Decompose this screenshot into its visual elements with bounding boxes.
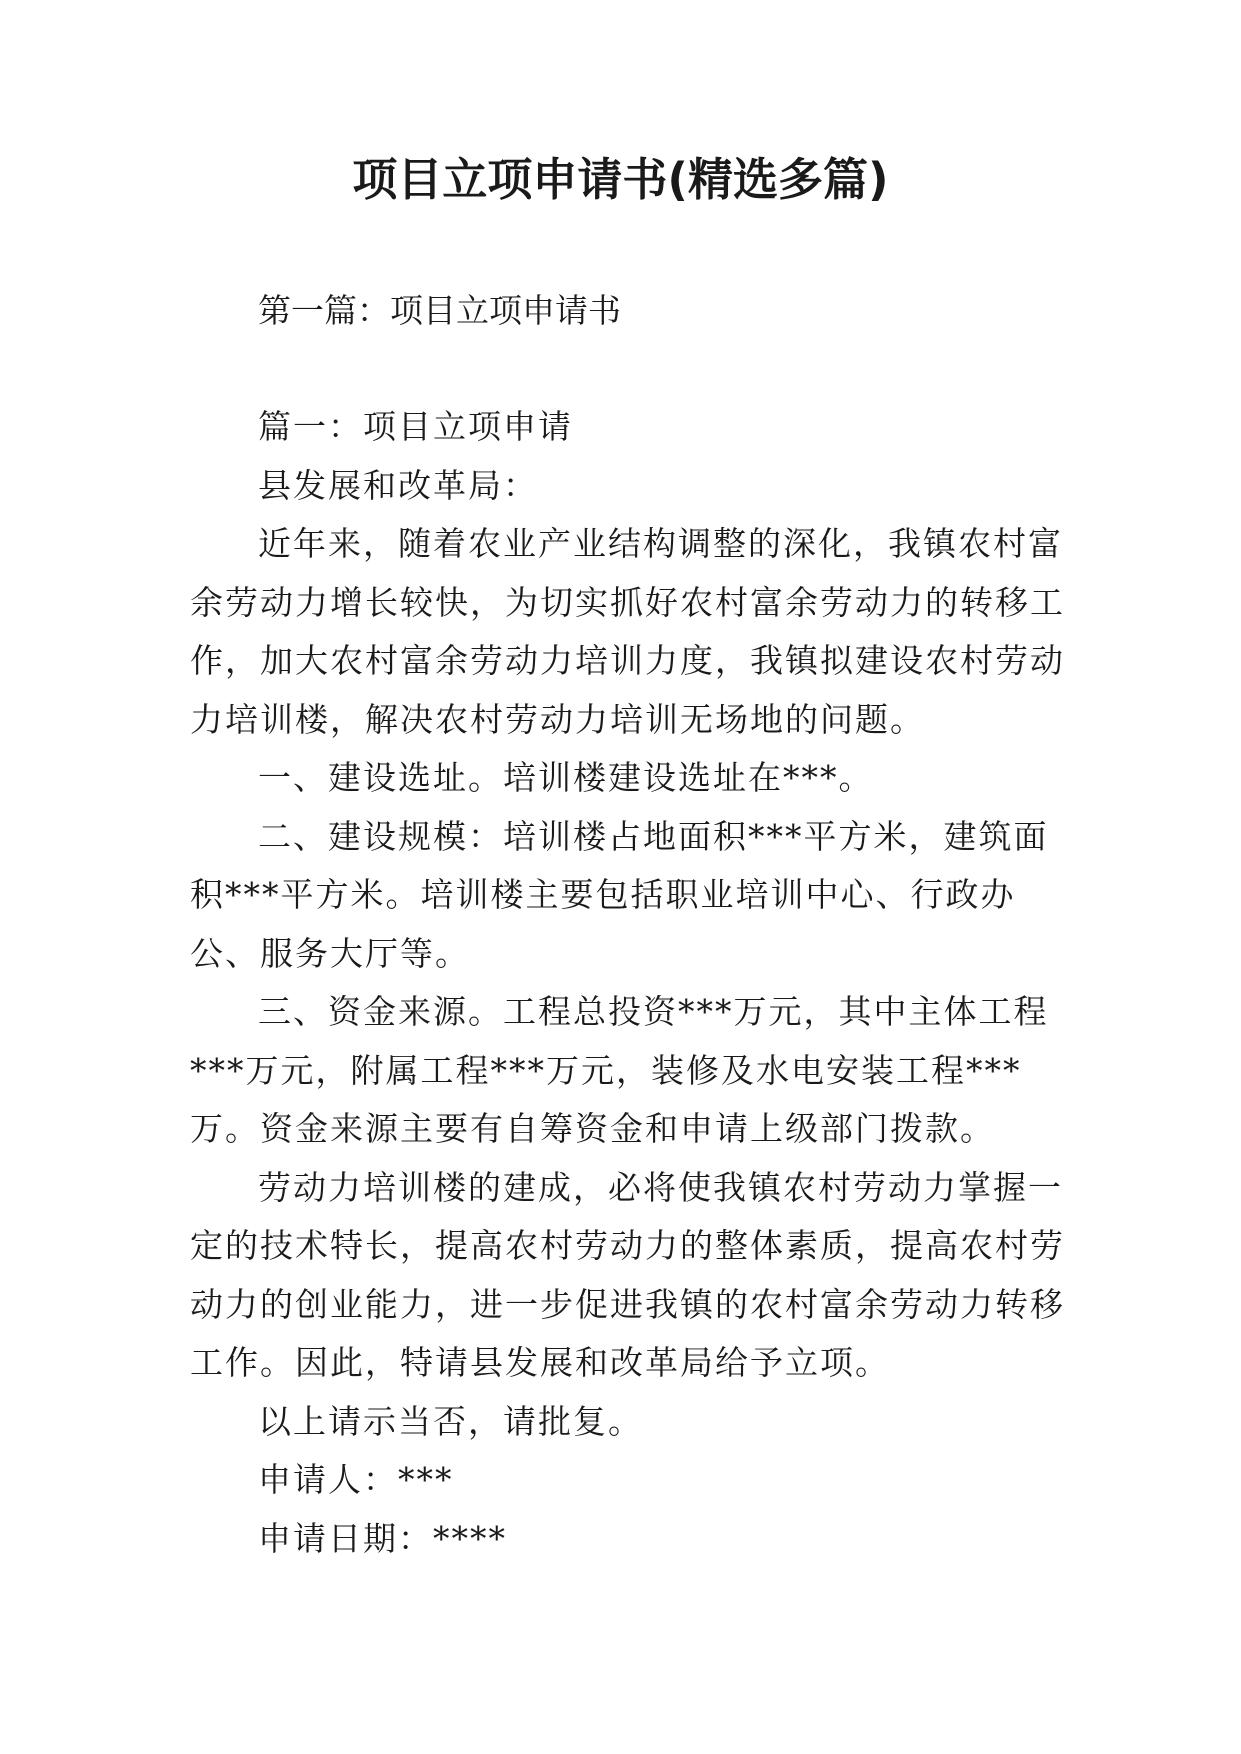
paragraph-site: 一、建设选址。培训楼建设选址在***。	[258, 758, 874, 797]
document-title: 项目立项申请书(精选多篇)	[352, 153, 889, 206]
applicant-line: 申请人：***	[258, 1460, 454, 1499]
paragraph-conclusion: 劳动力培训楼的建成，必将使我镇农村劳动力掌握一定的技术特长，提高农村劳动力的整体素质，提高农村劳动力的创业能力，进一步促进我镇的农村富余劳动力转移工作。因此，特请县发展和改革局给予立项。	[190, 1167, 1065, 1382]
paragraph-intro: 近年来，随着农业产业结构调整的深化，我镇农村富余劳动力增长较快，为切实抓好农村富余劳动力的转移工作，加大农村富余劳动力培训力度，我镇拟建设农村劳动力培训楼，解决农村劳动力培训无场地的问题。	[190, 524, 1065, 739]
paragraph-request: 以上请示当否，请批复。	[258, 1401, 643, 1441]
date-line: 申请日期：****	[258, 1518, 507, 1558]
paragraph-funding: 三、资金来源。工程总投资***万元，其中主体工程***万元，附属工程***万元，装修及水电安装工程***万。资金来源主要有自筹资金和申请上级部门拨款。	[190, 992, 1049, 1148]
document-body	[190, 282, 1070, 1568]
section-heading: 篇一：项目立项申请	[258, 407, 573, 446]
chapter-heading: 第一篇：项目立项申请书	[258, 291, 621, 330]
addressee: 县发展和改革局：	[258, 465, 538, 505]
paragraph-scale: 二、建设规模：培训楼占地面积***平方米，建筑面积***平方米。培训楼主要包括职业培训中心、行政办公、服务大厅等。	[190, 816, 1049, 973]
